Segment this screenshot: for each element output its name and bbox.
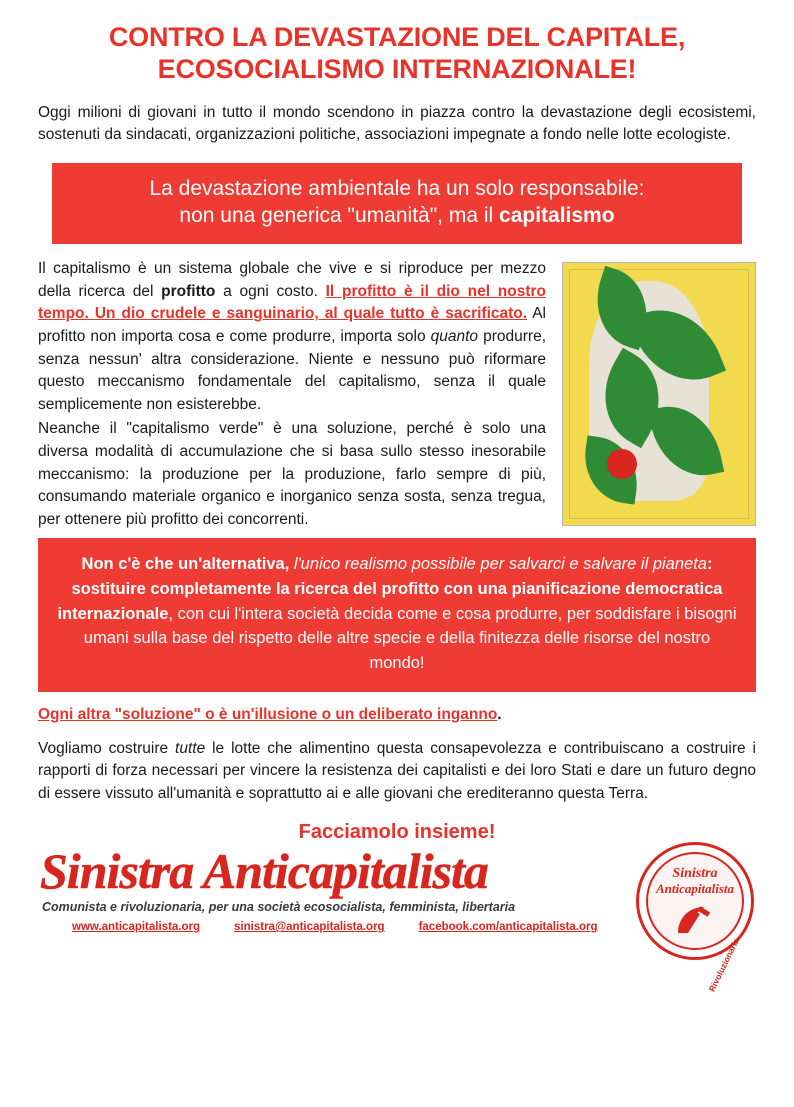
bp1-bold: profitto: [161, 282, 216, 300]
badge-line-1: Sinistra: [672, 866, 718, 882]
bp1-c: Al profitto non importa cosa e come produrre, importa solo: [38, 305, 547, 345]
bp1-highlight: Il profitto è il dio nel nostro tempo. Un dio crudele e sanguinario, al quale tutto è sacrificato.: [38, 282, 546, 323]
callout-box-primary: [52, 163, 742, 244]
callout2-bold-2: : sostituire completamente la ricerca del profitto con una pianificazione democratica internazionale: [57, 555, 723, 623]
bp1-b: a ogni costo.: [215, 282, 326, 300]
organization-badge: [636, 842, 754, 994]
bp1-d: produrre, senza nessun' altra considerazione. Niente e nessuno può riformare questo meccanismo fondamentale del capitalismo, senza il quale semplicemente non esisterebbe.: [38, 327, 547, 413]
title-line-1: CONTRO LA DEVASTAZIONE DEL CAPITALE,: [108, 22, 686, 52]
callout-line-1: La devastazione ambientale ha un solo responsabile:: [149, 176, 645, 200]
closing-paragraph: [38, 738, 756, 805]
link-website[interactable]: www.anticapitalista.org: [72, 921, 201, 934]
badge-line-2: Anticapitalista: [655, 880, 734, 896]
callout2-bold-1: Non c'è che un'alternativa,: [81, 555, 290, 574]
callout-line-2-bold: capitalismo: [499, 204, 615, 228]
closing-a: Vogliamo costruire: [38, 739, 176, 757]
callout-line-2-plain: non una generica "umanità", ma il: [179, 204, 500, 228]
bp1-italic: quanto: [430, 327, 479, 345]
call-to-action: Facciamolo insieme!: [298, 821, 496, 844]
alt-statement-dot: .: [497, 705, 502, 723]
footer: [38, 843, 756, 994]
link-email[interactable]: sinistra@anticapitalista.org: [234, 921, 385, 934]
alt-statement-underlined: Ogni altra "soluzione" o è un'illusione o un deliberato inganno: [38, 705, 498, 723]
hammer-sickle-icon: [672, 899, 718, 939]
page-title: [38, 22, 756, 86]
alternative-statement: [38, 706, 756, 724]
fist-plant-illustration: [562, 262, 756, 526]
body-paragraph-2: Neanche il "capitalismo verde" è una soluzione, perché è solo una diversa modalità di accumulazione che si basa sullo stesso inesorabile meccanismo: la produzione per la produzione, farlo sempre di più, consumando materiale organico e inorganico senza sosta, senza tregua, per ottenere più profitto dei concorrenti.: [38, 420, 546, 528]
callout2-italic: l'unico realismo possibile per salvarci e salvare il pianeta: [289, 555, 707, 574]
link-facebook[interactable]: facebook.com/anticapitalista.org: [418, 921, 598, 934]
organization-name: Sinistra Anticapitalista: [40, 843, 488, 900]
organization-tagline: Comunista e rivoluzionaria, per una società ecosocialista, femminista, libertaria: [42, 900, 516, 915]
callout-box-secondary: [38, 538, 756, 692]
badge-text: [639, 867, 751, 895]
closing-italic: tutte: [175, 739, 206, 757]
bp1-a: Il capitalismo è un sistema globale che vive e si riproduce per mezzo della ricerca del: [38, 260, 546, 300]
callout-line-2: [70, 202, 724, 230]
body-section: [38, 258, 756, 532]
closing-b: le lotte che alimentino questa consapevolezza e contribuiscano a costruire i rapporti di forza necessari per vincere la resistenza dei capitalisti e dei loro Stati e dare un futuro degno di essere vissuto all'umanità e soprattutto ai e alle giovani che erediteranno questa Terra.: [38, 739, 757, 802]
intro-paragraph: Oggi milioni di giovani in tutto il mondo scendono in piazza contro la devastazione degli ecosistemi, sostenuti da sindacati, organizzazioni politiche, associazioni impegnate a fondo nelle lotte ecologiste.: [38, 103, 756, 144]
flower-shape: [607, 449, 637, 479]
callout2-plain: , con cui l'intera società decida come e cosa produrre, per soddisfare i bisogni umani sulla base del rispetto delle altre specie e della finitezza delle risorse del nostro mondo!: [83, 604, 737, 673]
title-line-2: ECOSOCIALISMO INTERNAZIONALE!: [157, 53, 637, 84]
badge-arc-text: Rivoluzionaria: [706, 936, 741, 994]
